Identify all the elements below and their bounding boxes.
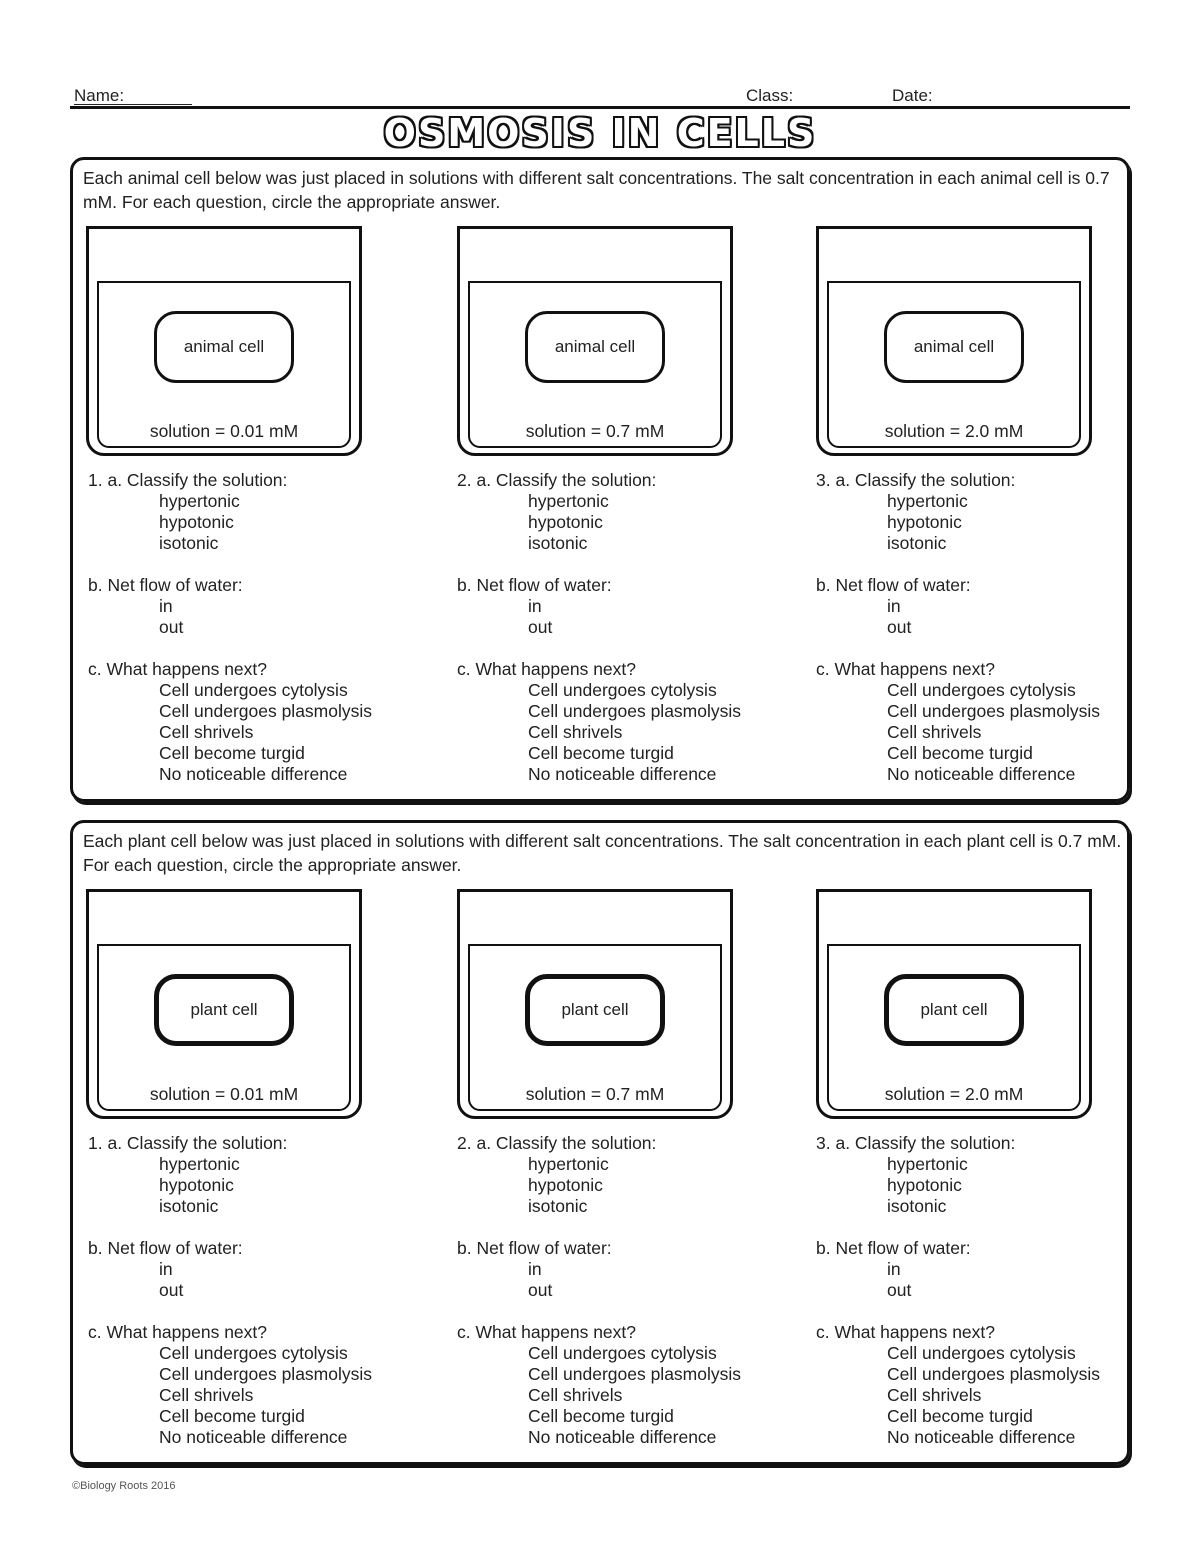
section-intro: Each animal cell below was just placed in solutions with different salt concentrations. The salt concentration in each animal cell is 0.7 mM. For each question, circle the appropriate answer. [83, 168, 1110, 212]
class-label: Class: [746, 86, 794, 105]
option-shrivels[interactable]: Cell shrivels [528, 722, 623, 742]
classify-prompt: 1. a. Classify the solution: [88, 470, 288, 490]
animal-cell: animal cell [154, 311, 294, 383]
option-plasmolysis[interactable]: Cell undergoes plasmolysis [887, 1364, 1101, 1384]
option-hypotonic[interactable]: hypotonic [528, 1175, 603, 1195]
solution-concentration: solution = 0.7 mM [525, 1084, 665, 1104]
question-1 [88, 1133, 418, 1448]
classify-prompt: 2. a. Classify the solution: [457, 470, 657, 490]
beaker-3 [816, 226, 1092, 456]
plant-cell: plant cell [525, 974, 665, 1046]
option-shrivels[interactable]: Cell shrivels [528, 1385, 623, 1405]
option-cytolysis[interactable]: Cell undergoes cytolysis [528, 680, 717, 700]
option-out[interactable]: out [159, 1280, 184, 1300]
option-hypotonic[interactable]: hypotonic [887, 512, 962, 532]
option-hypotonic[interactable]: hypotonic [159, 1175, 234, 1195]
option-no-difference[interactable]: No noticeable difference [528, 764, 717, 784]
solution-concentration: solution = 2.0 mM [884, 421, 1024, 441]
option-no-difference[interactable]: No noticeable difference [887, 764, 1076, 784]
option-in[interactable]: in [159, 1259, 173, 1279]
next-prompt: c. What happens next? [816, 659, 995, 679]
beaker-1 [86, 226, 362, 456]
option-no-difference[interactable]: No noticeable difference [159, 1427, 348, 1447]
header-rule [70, 106, 1130, 109]
solution-concentration: solution = 0.7 mM [525, 421, 665, 441]
animal-cell-section [70, 157, 1130, 802]
water-flow-prompt: b. Net flow of water: [457, 1238, 612, 1258]
option-shrivels[interactable]: Cell shrivels [887, 722, 982, 742]
option-in[interactable]: in [159, 596, 173, 616]
option-no-difference[interactable]: No noticeable difference [159, 764, 348, 784]
option-out[interactable]: out [528, 617, 553, 637]
option-plasmolysis[interactable]: Cell undergoes plasmolysis [159, 1364, 373, 1384]
option-hypotonic[interactable]: hypotonic [887, 1175, 962, 1195]
option-out[interactable]: out [528, 1280, 553, 1300]
option-shrivels[interactable]: Cell shrivels [887, 1385, 982, 1405]
option-turgid[interactable]: Cell become turgid [528, 743, 674, 763]
water-flow-prompt: b. Net flow of water: [88, 575, 243, 595]
option-no-difference[interactable]: No noticeable difference [528, 1427, 717, 1447]
option-cytolysis[interactable]: Cell undergoes cytolysis [159, 680, 348, 700]
classify-prompt: 3. a. Classify the solution: [816, 1133, 1016, 1153]
worksheet-header [70, 84, 1130, 110]
question-3 [816, 470, 1146, 785]
solution-fill [97, 281, 351, 448]
option-no-difference[interactable]: No noticeable difference [887, 1427, 1076, 1447]
classify-prompt: 3. a. Classify the solution: [816, 470, 1016, 490]
solution-concentration: solution = 2.0 mM [884, 1084, 1024, 1104]
beaker-2 [457, 889, 733, 1119]
water-flow-prompt: b. Net flow of water: [88, 1238, 243, 1258]
option-cytolysis[interactable]: Cell undergoes cytolysis [159, 1343, 348, 1363]
option-hypertonic[interactable]: hypertonic [528, 491, 609, 511]
name-underline [74, 104, 192, 105]
water-flow-prompt: b. Net flow of water: [457, 575, 612, 595]
option-turgid[interactable]: Cell become turgid [159, 1406, 305, 1426]
option-in[interactable]: in [528, 596, 542, 616]
solution-concentration: solution = 0.01 mM [149, 1084, 299, 1104]
option-cytolysis[interactable]: Cell undergoes cytolysis [528, 1343, 717, 1363]
option-hypotonic[interactable]: hypotonic [159, 512, 234, 532]
option-isotonic[interactable]: isotonic [528, 1196, 588, 1216]
solution-fill [468, 281, 722, 448]
animal-cell: animal cell [525, 311, 665, 383]
solution-fill [827, 281, 1081, 448]
option-isotonic[interactable]: isotonic [887, 1196, 947, 1216]
classify-prompt: 2. a. Classify the solution: [457, 1133, 657, 1153]
name-label: Name: [74, 86, 125, 105]
option-in[interactable]: in [887, 1259, 901, 1279]
section-intro: Each plant cell below was just placed in solutions with different salt concentrations. The salt concentration in each plant cell is 0.7 mM. For each question, circle the appropriate answer. [83, 831, 1122, 875]
animal-cell: animal cell [884, 311, 1024, 383]
question-2 [457, 1133, 787, 1448]
option-cytolysis[interactable]: Cell undergoes cytolysis [887, 1343, 1076, 1363]
option-shrivels[interactable]: Cell shrivels [159, 722, 254, 742]
solution-fill [97, 944, 351, 1111]
solution-fill [827, 944, 1081, 1111]
option-in[interactable]: in [528, 1259, 542, 1279]
copyright-notice: ©Biology Roots 2016 [72, 1480, 176, 1492]
beaker-3 [816, 889, 1092, 1119]
solution-concentration: solution = 0.01 mM [149, 421, 299, 441]
option-turgid[interactable]: Cell become turgid [887, 743, 1033, 763]
option-out[interactable]: out [887, 617, 912, 637]
beaker-1 [86, 889, 362, 1119]
page-title: OSMOSIS IN CELLS [383, 111, 817, 155]
next-prompt: c. What happens next? [88, 659, 267, 679]
question-2 [457, 470, 787, 785]
option-plasmolysis[interactable]: Cell undergoes plasmolysis [528, 701, 742, 721]
classify-prompt: 1. a. Classify the solution: [88, 1133, 288, 1153]
option-shrivels[interactable]: Cell shrivels [159, 1385, 254, 1405]
option-hypertonic[interactable]: hypertonic [887, 491, 968, 511]
option-hypertonic[interactable]: hypertonic [528, 1154, 609, 1174]
next-prompt: c. What happens next? [816, 1322, 995, 1342]
solution-fill [468, 944, 722, 1111]
date-label: Date: [892, 86, 933, 105]
option-cytolysis[interactable]: Cell undergoes cytolysis [887, 680, 1076, 700]
beaker-2 [457, 226, 733, 456]
plant-cell-section [70, 820, 1130, 1465]
option-plasmolysis[interactable]: Cell undergoes plasmolysis [528, 1364, 742, 1384]
option-turgid[interactable]: Cell become turgid [159, 743, 305, 763]
option-plasmolysis[interactable]: Cell undergoes plasmolysis [887, 701, 1101, 721]
option-isotonic[interactable]: isotonic [159, 533, 219, 553]
option-isotonic[interactable]: isotonic [159, 1196, 219, 1216]
question-3 [816, 1133, 1146, 1448]
water-flow-prompt: b. Net flow of water: [816, 575, 971, 595]
option-turgid[interactable]: Cell become turgid [528, 1406, 674, 1426]
option-isotonic[interactable]: isotonic [528, 533, 588, 553]
option-plasmolysis[interactable]: Cell undergoes plasmolysis [159, 701, 373, 721]
option-in[interactable]: in [887, 596, 901, 616]
option-isotonic[interactable]: isotonic [887, 533, 947, 553]
option-out[interactable]: out [159, 617, 184, 637]
option-hypertonic[interactable]: hypertonic [159, 491, 240, 511]
next-prompt: c. What happens next? [457, 1322, 636, 1342]
option-turgid[interactable]: Cell become turgid [887, 1406, 1033, 1426]
option-hypotonic[interactable]: hypotonic [528, 512, 603, 532]
option-out[interactable]: out [887, 1280, 912, 1300]
next-prompt: c. What happens next? [88, 1322, 267, 1342]
water-flow-prompt: b. Net flow of water: [816, 1238, 971, 1258]
plant-cell: plant cell [884, 974, 1024, 1046]
plant-cell: plant cell [154, 974, 294, 1046]
option-hypertonic[interactable]: hypertonic [887, 1154, 968, 1174]
next-prompt: c. What happens next? [457, 659, 636, 679]
option-hypertonic[interactable]: hypertonic [159, 1154, 240, 1174]
question-1 [88, 470, 418, 785]
